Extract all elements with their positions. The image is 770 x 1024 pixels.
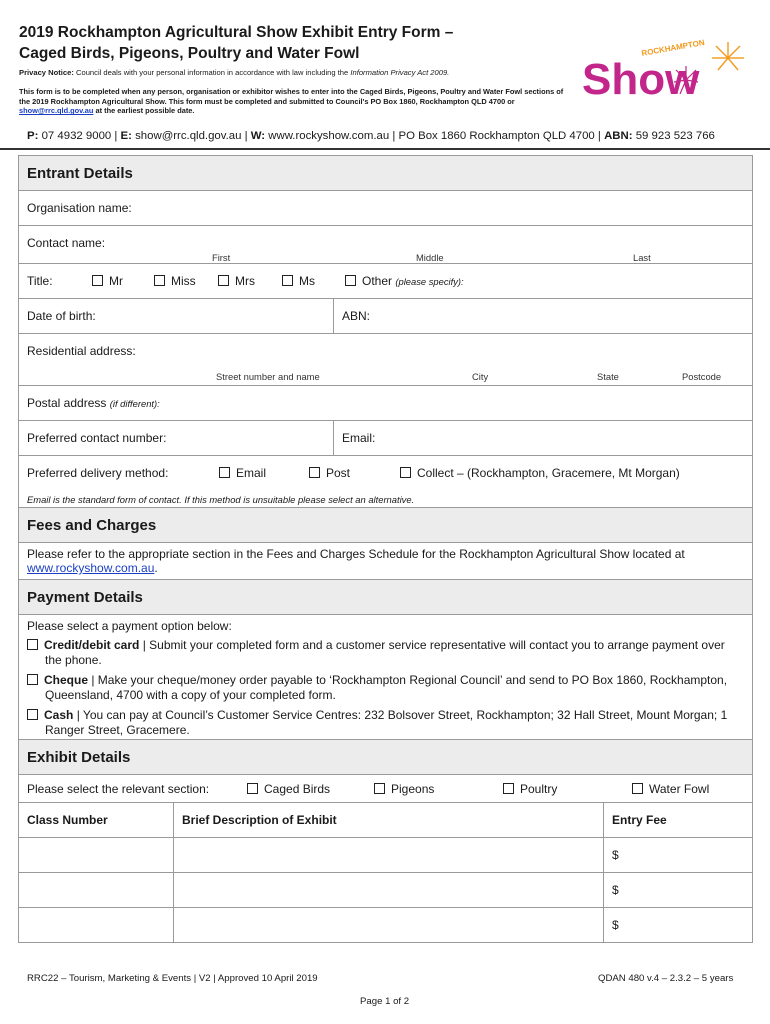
section-fees-and-charges: Fees and Charges <box>19 508 753 543</box>
payment-cheque-option[interactable]: Cheque | Make your cheque/money order payable to ‘Rockhampton Regional Council’ and send to PO Box 1860, Rockhampton, Queensland, 4700 with a copy of your completed form. <box>27 673 744 703</box>
contact-name-field[interactable]: Contact name: First Middle Last <box>19 226 753 264</box>
title-mr-checkbox[interactable]: Mr <box>92 274 123 288</box>
intro-text: This form is to be completed when any person, organisation or exhibitor wishes to enter into the Caged Birds, Pigeons, Poultry and Water Fowl sections of the 2019 Rockhampton Agricultural Show. This form must be completed and submitted to Council's PO Box 1860, Rockhampton QLD 4700 or show@rrc.qld.gov.au at the earliest possible date. <box>19 87 564 116</box>
entry-fee-input[interactable]: $ <box>604 908 753 943</box>
table-row <box>19 838 753 873</box>
title-ms-checkbox[interactable]: Ms <box>282 274 315 288</box>
table-row <box>19 873 753 908</box>
page-number: Page 1 of 2 <box>360 996 410 1007</box>
intro-email-link[interactable]: show@rrc.qld.gov.au <box>19 106 94 116</box>
title-other-checkbox[interactable]: Other (please specify): <box>345 274 464 288</box>
payment-cash-option[interactable]: Cash | You can pay at Council’s Customer Service Centres: 232 Bolsover Street, Rockhampton; 32 Hall Street, Mount Morgan; 1 Ranger Street, Gracemere. <box>27 708 744 738</box>
entry-form <box>18 155 753 943</box>
date-of-birth-field[interactable]: Date of birth: <box>19 299 334 334</box>
payment-card-option[interactable]: Credit/debit card | Submit your completed form and a customer service representative will contact you to arrange payment over the phone. <box>27 638 744 668</box>
email-field[interactable]: Email: <box>334 421 753 456</box>
description-input[interactable] <box>174 838 604 873</box>
col-entry-fee: Entry Fee <box>604 803 753 838</box>
section-payment-details: Payment Details <box>19 580 753 615</box>
description-input[interactable] <box>174 873 604 908</box>
form-title: 2019 Rockhampton Agricultural Show Exhibit Entry Form – Caged Birds, Pigeons, Poultry and Water Fowl <box>19 24 454 62</box>
footer-retention: QDAN 480 v.4 – 2.3.2 – 5 years <box>598 973 734 984</box>
description-input[interactable] <box>174 908 604 943</box>
fees-text: Please refer to the appropriate section in the Fees and Charges Schedule for the Rockhampton Agricultural Show located at www.rockyshow.com.au. <box>19 543 753 580</box>
class-number-input[interactable] <box>19 873 174 908</box>
col-description: Brief Description of Exhibit <box>174 803 604 838</box>
postal-address-field[interactable]: Postal address (if different): <box>19 386 753 421</box>
logo-text: Show <box>582 55 700 104</box>
delivery-email-checkbox[interactable]: Email <box>219 466 266 480</box>
table-row <box>19 908 753 943</box>
payment-options: Please select a payment option below: Credit/debit card | Submit your completed form and a customer service representative will contact you to arrange payment over the phone. Cheque | Make your cheque/money order payable to ‘Rockhampton Regional Council’ and send to PO Box 1860, Rockhampton, Queensland, 4700 with a copy of your completed form. Cash | You can pay at Council’s Customer Service Centres: 232 Bolsover Street, Rockhampton; 32 Hall Street, Mount Morgan; 1 Ranger Street, Gracemere. <box>19 615 753 740</box>
abn-field[interactable]: ABN: <box>334 299 753 334</box>
col-class-number: Class Number <box>19 803 174 838</box>
footer-reference: RRC22 – Tourism, Marketing & Events | V2 | Approved 10 April 2019 <box>27 973 318 984</box>
rockyshow-link[interactable]: www.rockyshow.com.au <box>27 561 155 575</box>
delivery-note: Email is the standard form of contact. If this method is unsuitable please select an alternative. <box>27 494 415 505</box>
delivery-post-checkbox[interactable]: Post <box>309 466 350 480</box>
entry-fee-input[interactable]: $ <box>604 873 753 908</box>
section-caged-birds-checkbox[interactable]: Caged Birds <box>247 782 330 796</box>
show-logo <box>578 36 753 108</box>
section-exhibit-details: Exhibit Details <box>19 740 753 775</box>
logo-subtext: ROCKHAMPTON <box>640 38 706 58</box>
class-number-input[interactable] <box>19 838 174 873</box>
contact-bar: P: 07 4932 9000 | E: show@rrc.qld.gov.au | W: www.rockyshow.com.au | PO Box 1860 Rockhampton QLD 4700 | ABN: 59 923 523 766 <box>27 130 715 142</box>
organisation-name-field[interactable]: Organisation name: <box>19 191 753 226</box>
residential-address-field[interactable]: Residential address: Street number and name City State Postcode <box>19 334 753 386</box>
section-pigeons-checkbox[interactable]: Pigeons <box>374 782 434 796</box>
header-divider <box>0 148 770 150</box>
title-miss-checkbox[interactable]: Miss <box>154 274 196 288</box>
title-mrs-checkbox[interactable]: Mrs <box>218 274 255 288</box>
delivery-method-row: Preferred delivery method: Email Post Collect – (Rockhampton, Gracemere, Mt Morgan) Email is the standard form of contact. If this method is unsuitable please select an alternative. <box>19 456 753 508</box>
exhibit-section-select: Please select the relevant section: Caged Birds Pigeons Poultry Water Fowl <box>19 775 753 803</box>
privacy-notice: Privacy Notice: Council deals with your personal information in accordance with law including the Information Privacy Act 2009. <box>19 68 450 77</box>
section-entrant-details: Entrant Details <box>19 156 753 191</box>
entry-fee-input[interactable]: $ <box>604 838 753 873</box>
class-number-input[interactable] <box>19 908 174 943</box>
title-row: Title: Mr Miss Mrs Ms Other (please specify): <box>19 264 753 299</box>
preferred-contact-number-field[interactable]: Preferred contact number: <box>19 421 334 456</box>
section-poultry-checkbox[interactable]: Poultry <box>503 782 557 796</box>
delivery-collect-checkbox[interactable]: Collect – (Rockhampton, Gracemere, Mt Morgan) <box>400 466 680 480</box>
section-water-fowl-checkbox[interactable]: Water Fowl <box>632 782 709 796</box>
